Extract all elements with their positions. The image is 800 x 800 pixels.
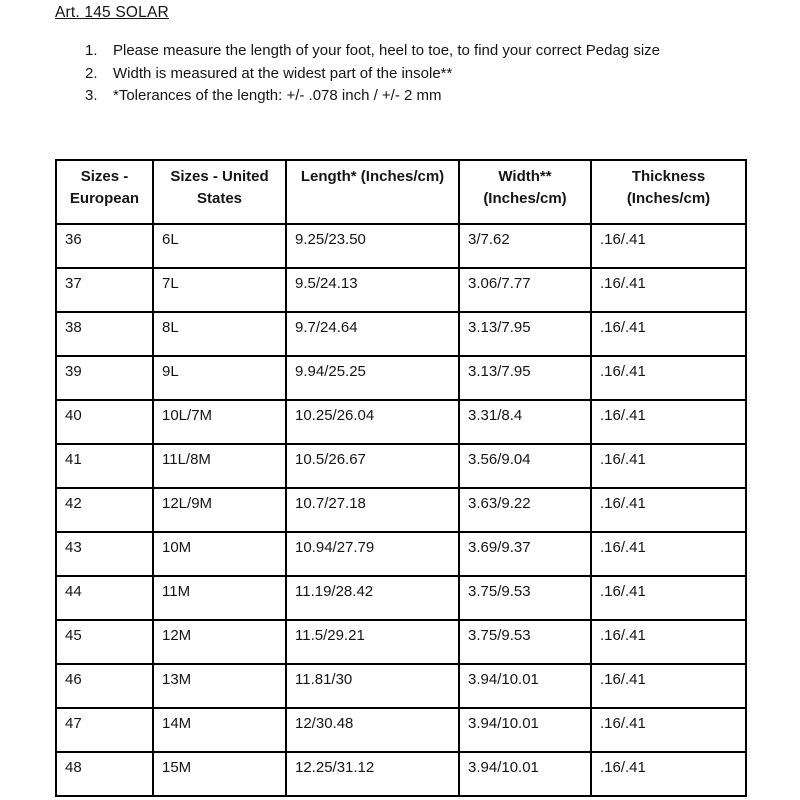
table-cell: 10.5/26.67 [286,444,459,488]
table-cell: 3.75/9.53 [459,576,591,620]
table-row [56,400,746,444]
table-cell: 6L [153,224,286,268]
table-cell: 11L/8M [153,444,286,488]
table-cell: 11.81/30 [286,664,459,708]
table-row [56,532,746,576]
table-cell: 10.94/27.79 [286,532,459,576]
table-cell: 36 [56,224,153,268]
instruction-text: Width is measured at the widest part of the insole** [113,64,453,82]
table-cell: 13M [153,664,286,708]
table-cell: 14M [153,708,286,752]
table-cell: 42 [56,488,153,532]
column-header-length: Length* (Inches/cm) [286,160,459,224]
table-cell: 12.25/31.12 [286,752,459,796]
column-header-thickness: Thickness (Inches/cm) [591,160,746,224]
table-cell: .16/.41 [591,708,746,752]
table-header-row [56,160,746,224]
size-table-body [56,224,746,796]
table-cell: .16/.41 [591,356,746,400]
table-row [56,664,746,708]
table-cell: 9.5/24.13 [286,268,459,312]
table-cell: 44 [56,576,153,620]
table-cell: 41 [56,444,153,488]
table-cell: 9.94/25.25 [286,356,459,400]
table-cell: 3.94/10.01 [459,752,591,796]
instruction-item [55,85,800,108]
table-cell: 3.56/9.04 [459,444,591,488]
instruction-text: *Tolerances of the length: +/- .078 inch / +/- 2 mm [113,87,442,104]
table-cell: 48 [56,752,153,796]
table-row [56,488,746,532]
instruction-number: 2. [85,64,98,82]
table-cell: 8L [153,312,286,356]
table-cell: .16/.41 [591,444,746,488]
instruction-item [55,63,800,86]
table-cell: 10L/7M [153,400,286,444]
table-cell: 3.69/9.37 [459,532,591,576]
table-row [56,708,746,752]
table-cell: 11.5/29.21 [286,620,459,664]
table-cell: 9.25/23.50 [286,224,459,268]
table-cell: 3.13/7.95 [459,312,591,356]
table-cell: .16/.41 [591,224,746,268]
table-row [56,312,746,356]
table-cell: 12/30.48 [286,708,459,752]
table-cell: 3.75/9.53 [459,620,591,664]
table-cell: 11M [153,576,286,620]
table-cell: 3.63/9.22 [459,488,591,532]
instruction-text: Please measure the length of your foot, heel to toe, to find your correct Pedag size [113,42,660,59]
size-table [55,159,747,797]
table-cell: 38 [56,312,153,356]
table-cell: 9.7/24.64 [286,312,459,356]
table-cell: 3.31/8.4 [459,400,591,444]
page-title: Art. 145 SOLAR [55,4,169,21]
table-cell: 3.06/7.77 [459,268,591,312]
table-cell: 11.19/28.42 [286,576,459,620]
table-cell: .16/.41 [591,400,746,444]
table-cell: 43 [56,532,153,576]
table-cell: .16/.41 [591,488,746,532]
table-cell: 12M [153,620,286,664]
table-cell: .16/.41 [591,576,746,620]
instruction-list [55,40,800,108]
instruction-number: 1. [85,42,98,59]
table-cell: 39 [56,356,153,400]
table-cell: 3.94/10.01 [459,664,591,708]
table-cell: 3.13/7.95 [459,356,591,400]
table-cell: 10M [153,532,286,576]
instruction-number: 3. [85,87,98,104]
table-cell: .16/.41 [591,620,746,664]
instruction-item [55,40,800,63]
table-row [56,444,746,488]
table-cell: 15M [153,752,286,796]
table-cell: .16/.41 [591,312,746,356]
table-cell: 46 [56,664,153,708]
table-row [56,224,746,268]
table-cell: 47 [56,708,153,752]
table-cell: .16/.41 [591,664,746,708]
table-cell: 40 [56,400,153,444]
column-header-sizes-us: Sizes - United States [153,160,286,224]
table-cell: 3.94/10.01 [459,708,591,752]
table-cell: 37 [56,268,153,312]
column-header-width: Width** (Inches/cm) [459,160,591,224]
table-cell: 7L [153,268,286,312]
table-cell: .16/.41 [591,268,746,312]
table-cell: 9L [153,356,286,400]
table-row [56,752,746,796]
table-cell: 12L/9M [153,488,286,532]
table-cell: .16/.41 [591,752,746,796]
table-row [56,620,746,664]
table-row [56,268,746,312]
table-row [56,576,746,620]
table-row [56,356,746,400]
table-cell: 3/7.62 [459,224,591,268]
table-cell: 45 [56,620,153,664]
table-cell: 10.25/26.04 [286,400,459,444]
table-cell: 10.7/27.18 [286,488,459,532]
table-cell: .16/.41 [591,532,746,576]
column-header-sizes-european: Sizes - European [56,160,153,224]
